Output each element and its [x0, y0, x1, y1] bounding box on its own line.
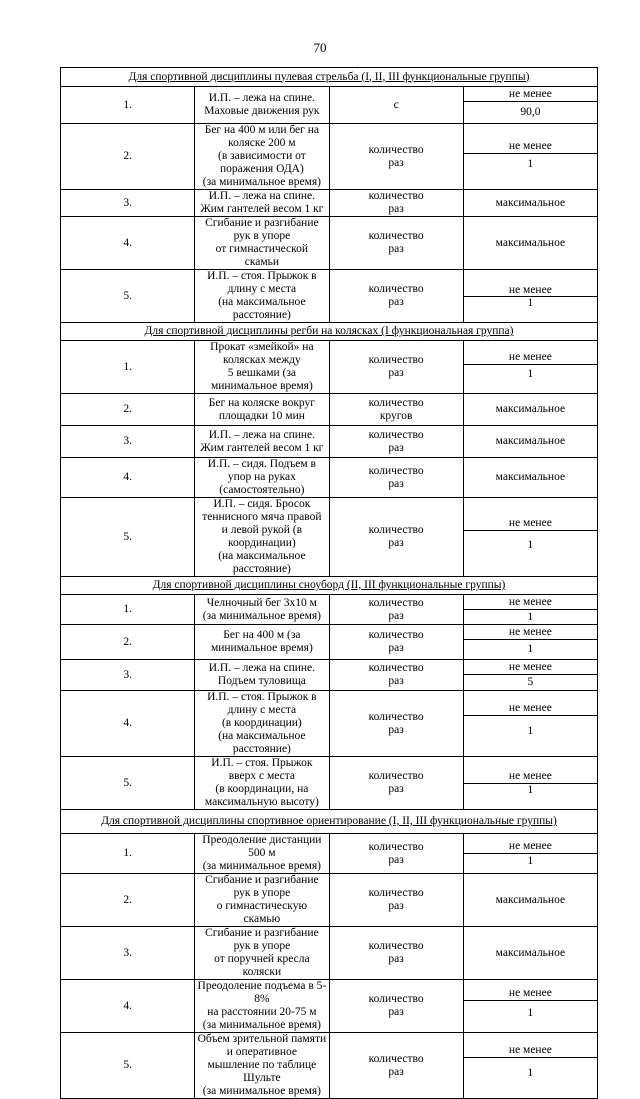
unit-line: раз [388, 367, 404, 379]
norm-cell [463, 341, 597, 394]
exercise-line: (на максимальное расстояние) [218, 550, 306, 575]
exercise-line: (на максимальное расстояние) [218, 730, 306, 755]
norm-label: не менее [464, 986, 597, 1001]
exercise-line: И.П. – стоя. Прыжок в длину с места [207, 270, 317, 295]
row-number: 2. [61, 124, 195, 190]
unit-line: количество [368, 354, 424, 366]
exercise-cell [195, 394, 329, 426]
norms-table [60, 67, 598, 1099]
unit-line: раз [388, 642, 404, 654]
row-number: 3. [61, 426, 195, 458]
norm-label: не менее [464, 701, 597, 716]
exercise-line: И.П. – лежа на спине. Подъем туловища [208, 662, 316, 687]
unit-line: раз [388, 1006, 404, 1018]
unit-cell [329, 757, 463, 810]
unit-line: раз [388, 1065, 404, 1078]
unit-line: количество [368, 596, 424, 609]
unit-line: раз [388, 296, 404, 308]
unit-cell [329, 691, 463, 757]
norm-label: не менее [464, 516, 597, 531]
exercise-line: И.П. – сидя. Подъем в упор на руках [207, 458, 316, 483]
unit-line: раз [388, 156, 404, 169]
unit-line: раз [388, 783, 404, 795]
table-row [61, 927, 598, 980]
norm-value: 1 [527, 854, 534, 867]
unit-cell [329, 595, 463, 625]
unit-line: количество [368, 230, 424, 242]
norm-cell [463, 757, 597, 810]
unit-line: раз [388, 723, 404, 736]
row-number: 3. [61, 927, 195, 980]
exercise-line: от гимнастической скамьи [215, 243, 309, 268]
page-number: 70 [313, 40, 327, 55]
norm-cell: максимальное [463, 927, 597, 980]
norm-cell [463, 498, 597, 577]
norm-label: не менее [464, 139, 597, 154]
unit-line: количество [368, 770, 424, 782]
exercise-line: И.П. – стоя. Прыжок в длину с места [207, 691, 317, 716]
norm-value: 1 [527, 157, 534, 170]
unit-line: раз [388, 441, 404, 454]
unit-cell [329, 660, 463, 691]
unit-line: количество [368, 662, 424, 674]
exercise-cell [195, 270, 329, 323]
exercise-cell [195, 980, 329, 1033]
row-number: 3. [61, 190, 195, 217]
exercise-line: (на максимальное расстояние) [218, 296, 306, 321]
table-row [61, 394, 598, 426]
exercise-line: Маховые движения рук [204, 105, 320, 117]
unit-cell [329, 426, 463, 458]
table-row [61, 87, 598, 124]
row-number: 4. [61, 980, 195, 1033]
unit-line: количество [368, 840, 424, 853]
exercise-line: И.П. – лежа на спине. [208, 190, 316, 202]
unit-line: количество [368, 428, 424, 441]
norm-label: не менее [464, 625, 597, 640]
unit-cell [329, 458, 463, 498]
norm-value: 1 [527, 784, 534, 796]
exercise-cell [195, 87, 329, 124]
unit-line: раз [388, 537, 404, 549]
unit-line: количество [368, 283, 424, 295]
norm-cell: максимальное [463, 426, 597, 458]
norms-table-body [61, 68, 598, 1099]
exercise-cell [195, 190, 329, 217]
exercise-line: и левой рукой (в координации) [221, 524, 303, 549]
norm-cell [463, 87, 597, 124]
exercise-line: (за минимальное время) [202, 176, 321, 188]
exercise-line: на расстоянии 20-75 м [207, 1006, 317, 1018]
exercise-line: Сгибание и разгибание рук в упоре [205, 874, 319, 899]
unit-line: количество [368, 190, 424, 202]
norm-label: не менее [464, 770, 597, 784]
exercise-line: 5 вешками (за минимальное время) [210, 367, 313, 392]
exercise-line: Прокат «змейкой» на колясках между [210, 341, 314, 366]
table-row [61, 691, 598, 757]
unit-line: количество [368, 524, 424, 536]
row-number: 1. [61, 87, 195, 124]
norm-value: 1 [527, 538, 534, 551]
exercise-line: И.П. – сидя. Бросок теннисного мяча правой [202, 498, 322, 523]
norm-value: 1 [527, 724, 534, 737]
norm-cell [463, 625, 597, 660]
unit-line: количество [368, 629, 424, 641]
row-number: 3. [61, 660, 195, 691]
norm-value: 5 [527, 676, 534, 688]
table-row [61, 341, 598, 394]
table-row [61, 834, 598, 874]
unit-line: раз [388, 853, 404, 866]
norm-label: не менее [464, 839, 597, 854]
exercise-line: (в координации, на максимальную высоту) [204, 783, 319, 808]
row-number: 4. [61, 691, 195, 757]
table-row [61, 498, 598, 577]
norm-label: не менее [464, 350, 597, 365]
norm-cell: максимальное [463, 394, 597, 426]
exercise-cell [195, 927, 329, 980]
table-row [61, 660, 598, 691]
exercise-cell [195, 625, 329, 660]
table-row [61, 757, 598, 810]
norm-cell [463, 660, 597, 691]
unit-cell [329, 87, 463, 124]
unit-line: раз [388, 675, 404, 687]
norm-cell [463, 1033, 597, 1099]
unit-line: раз [388, 243, 404, 255]
norm-value: 1 [527, 296, 534, 309]
exercise-cell [195, 757, 329, 810]
norm-cell [463, 834, 597, 874]
exercise-line: (в координации) [221, 717, 302, 729]
exercise-cell [195, 458, 329, 498]
norm-label: не менее [464, 87, 597, 102]
exercise-cell [195, 691, 329, 757]
exercise-line: И.П. – лежа на спине. [208, 92, 316, 104]
exercise-line: Жим гантелей весом 1 кг [200, 203, 324, 215]
unit-line: раз [388, 203, 404, 215]
row-number: 4. [61, 217, 195, 270]
exercise-cell [195, 874, 329, 927]
unit-line: количество [368, 143, 424, 156]
exercise-line: (за минимальное время) [202, 860, 321, 872]
unit-line: с [393, 98, 399, 111]
norm-cell [463, 270, 597, 323]
unit-cell [329, 341, 463, 394]
unit-cell [329, 498, 463, 577]
unit-cell [329, 874, 463, 927]
section-title-row [61, 810, 598, 834]
table-row [61, 217, 598, 270]
exercise-line: (за минимальное время) [202, 609, 321, 622]
exercise-line: Бег на 400 м (за минимальное время) [210, 629, 313, 654]
table-row [61, 1033, 598, 1099]
row-number: 1. [61, 341, 195, 394]
norm-cell [463, 691, 597, 757]
section-title: Для спортивной дисциплины сноуборд (II, III функциональные группы) [61, 577, 598, 595]
unit-line: кругов [379, 409, 413, 422]
norm-value: 1 [527, 368, 534, 380]
table-row [61, 980, 598, 1033]
table-row [61, 874, 598, 927]
norm-value: 1 [527, 1007, 534, 1019]
exercise-cell [195, 341, 329, 394]
exercise-line: о гимнастическую скамью [216, 900, 308, 925]
norm-cell [463, 124, 597, 190]
row-number: 5. [61, 757, 195, 810]
exercise-line: Преодоление дистанции 500 м [202, 834, 322, 859]
section-title: Для спортивной дисциплины спортивное ориентирование (I, II, III функциональные группы) [61, 810, 598, 834]
unit-cell [329, 124, 463, 190]
norm-cell: максимальное [463, 458, 597, 498]
exercise-cell [195, 834, 329, 874]
norm-cell: максимальное [463, 874, 597, 927]
norm-label: не менее [464, 1043, 597, 1058]
unit-line: количество [368, 940, 424, 952]
exercise-cell [195, 1033, 329, 1099]
section-title-row [61, 68, 598, 87]
unit-line: раз [388, 900, 404, 912]
norm-cell: максимальное [463, 217, 597, 270]
unit-line: количество [368, 464, 424, 477]
row-number: 5. [61, 1033, 195, 1099]
row-number: 5. [61, 270, 195, 323]
unit-line: количество [368, 396, 424, 409]
unit-line: количество [368, 710, 424, 723]
table-row [61, 190, 598, 217]
exercise-cell [195, 217, 329, 270]
exercise-line: И.П. – стоя. Прыжок вверх с места [211, 757, 313, 782]
unit-cell [329, 270, 463, 323]
exercise-cell [195, 660, 329, 691]
unit-cell [329, 217, 463, 270]
exercise-cell [195, 426, 329, 458]
unit-cell [329, 927, 463, 980]
row-number: 1. [61, 834, 195, 874]
norm-value: 90,0 [520, 106, 541, 118]
unit-line: количество [368, 993, 424, 1005]
exercise-line: Преодоление подъема в 5-8% [197, 980, 327, 1005]
exercise-line: (за минимальное время) [202, 1085, 321, 1097]
row-number: 1. [61, 595, 195, 625]
exercise-cell [195, 595, 329, 625]
exercise-line: (в зависимости от поражения ОДА) [218, 150, 306, 175]
exercise-line: Сгибание и разгибание рук в упоре [205, 927, 319, 952]
unit-line: раз [388, 953, 404, 965]
unit-line: раз [388, 477, 404, 490]
norm-cell: максимальное [463, 190, 597, 217]
exercise-line: Бег на 400 м или бег на коляске 200 м [204, 124, 320, 149]
unit-line: количество [368, 887, 424, 899]
norm-label: не менее [464, 595, 597, 610]
unit-cell [329, 190, 463, 217]
table-row [61, 426, 598, 458]
exercise-line: Объем зрительной памяти и оперативное [197, 1033, 327, 1058]
table-row [61, 458, 598, 498]
exercise-line: от поручней кресла коляски [214, 953, 310, 978]
norm-label: не менее [464, 660, 597, 675]
norm-label: не менее [464, 284, 597, 297]
table-row [61, 595, 598, 625]
row-number: 5. [61, 498, 195, 577]
unit-cell [329, 980, 463, 1033]
exercise-cell [195, 124, 329, 190]
norm-cell [463, 595, 597, 625]
section-title-row [61, 577, 598, 595]
exercise-line: (за минимальное время) [202, 1019, 321, 1031]
exercise-line: Бег на коляске вокруг площадки 10 мин [208, 396, 315, 422]
exercise-line: Челночный бег 3х10 м [206, 596, 317, 609]
exercise-cell [195, 498, 329, 577]
norm-value: 1 [527, 611, 534, 623]
unit-line: раз [388, 609, 404, 622]
exercise-line: И.П. – лежа на спине. [208, 428, 316, 441]
section-title-row [61, 323, 598, 341]
unit-cell [329, 834, 463, 874]
exercise-line: мышление по таблице Шульте [207, 1059, 317, 1084]
table-row [61, 270, 598, 323]
row-number: 2. [61, 874, 195, 927]
table-row [61, 124, 598, 190]
exercise-line: Сгибание и разгибание рук в упоре [205, 217, 319, 242]
row-number: 4. [61, 458, 195, 498]
norm-cell [463, 980, 597, 1033]
exercise-line: Жим гантелей весом 1 кг [200, 441, 324, 454]
section-title: Для спортивной дисциплины пулевая стрельба (I, II, III функциональные группы) [61, 68, 598, 87]
norm-value: 1 [527, 1067, 534, 1079]
norm-value: 1 [527, 643, 534, 655]
exercise-line: (самостоятельно) [219, 484, 305, 496]
row-number: 2. [61, 394, 195, 426]
unit-cell [329, 625, 463, 660]
unit-line: количество [368, 1052, 424, 1065]
section-title: Для спортивной дисциплины регби на колясках (I функциональная группа) [61, 323, 598, 341]
row-number: 2. [61, 625, 195, 660]
unit-cell [329, 394, 463, 426]
unit-cell [329, 1033, 463, 1099]
table-row [61, 625, 598, 660]
